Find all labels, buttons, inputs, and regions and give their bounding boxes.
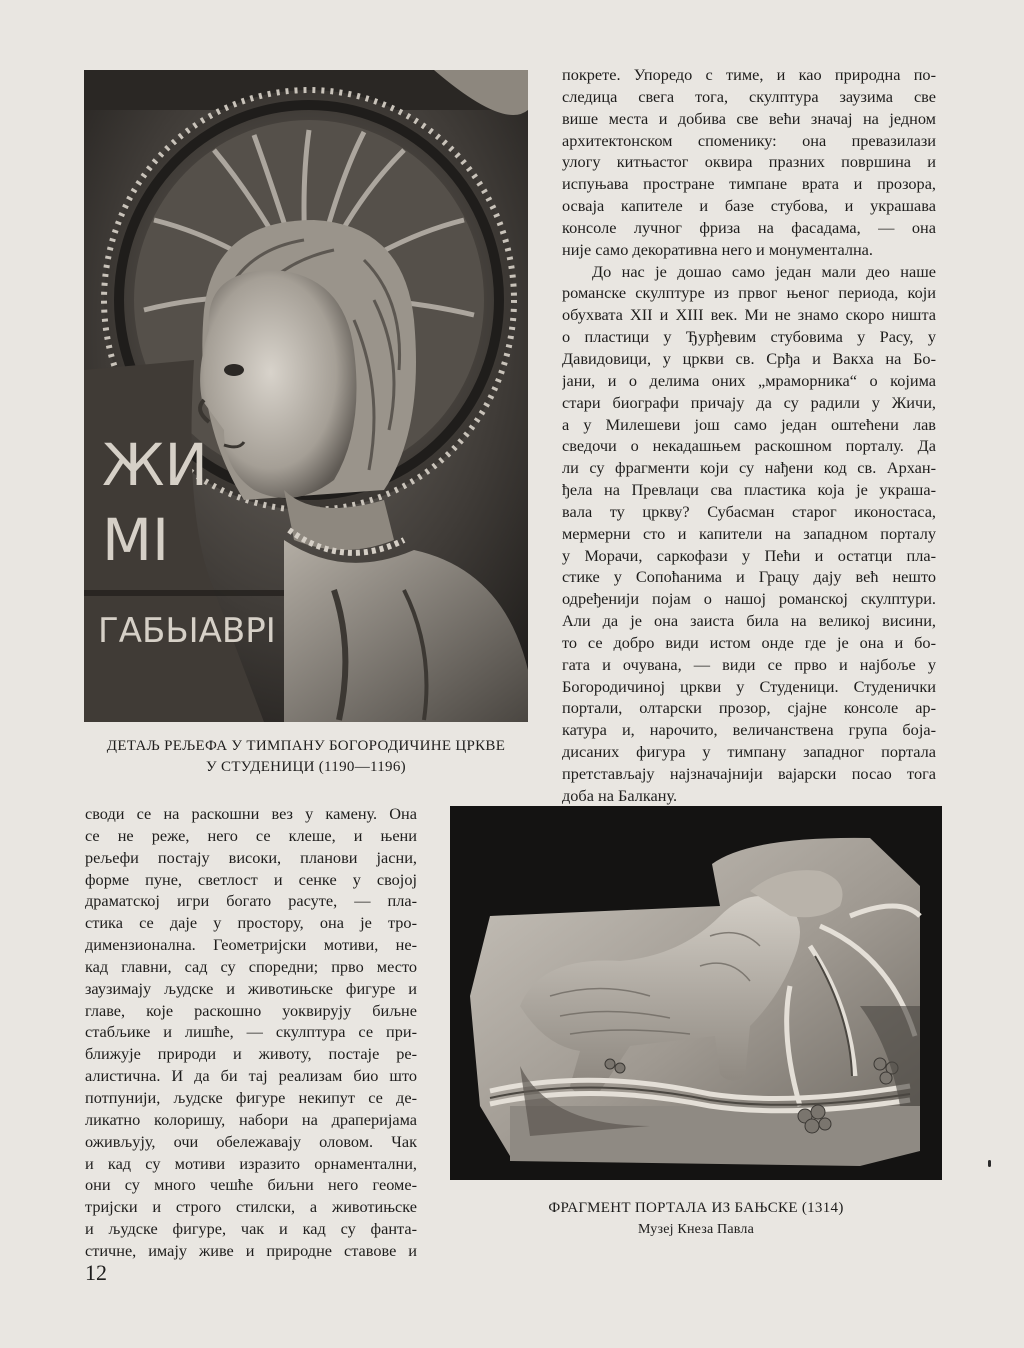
text-line: ликатно колоришу, набори на драперијама [85,1109,417,1129]
text-line: архитектонском споменику: она превазилази [562,130,936,150]
text-line: стари биографи причају да су радили у Жичи, [562,392,936,412]
text-line: мермерни сто и капители на западном порталу [562,523,936,543]
inscription-line-2: МІ [102,506,170,574]
text-line: и људске фигуре, чак и кад су фанта- [85,1219,417,1239]
text-line: потпунији, људске фигуре некипут се де- [85,1087,417,1107]
margin-speck [988,1160,991,1167]
text-line: дисаних фигура у тимпану западног портала [562,742,936,762]
text-line: и кад су мотиви изразито орнаментални, [85,1153,417,1173]
portal-fragment-image [450,806,942,1180]
text-line: До нас је дошао само један мали део наше [592,261,936,281]
text-line: Давидовици, у цркви св. Срђа и Вакха на Бо- [562,348,936,368]
text-line: претстављају најзначајнији вајарски посао тога [562,764,936,783]
relief-detail-photo [84,70,528,722]
text-line: форме пуне, светлост и сенке у својој [85,869,417,889]
portal-fragment-credit: Музеј Кнеза Павла [637,1222,755,1237]
text-line: драматској игри богато расуте, — пла- [85,891,417,911]
text-line: више места и добива све већи значај на једном [562,108,936,128]
text-line: портали, олтарски прозор, сјајне консоле ар- [562,698,936,718]
text-line: ђела на Превлаци сва пластика која је украша- [562,480,936,500]
text-line: ли су фрагменти који су нађени код св. Архан- [562,458,936,478]
text-line: о пластици у Ђурђевим стубовима у Расу, у [562,327,936,347]
text-line: Богородичиној цркви у Студеници. Студенички [562,676,936,696]
text-line: улогу китњастог оквира празних површина и [562,152,936,172]
inscription-line-3: ГАБЬІАВРІ [98,611,276,651]
text-line: тријски и строго стилски, а животињске [85,1197,417,1217]
inscription-line-1: ЖИ [102,431,208,499]
relief-caption-line: ДЕТАЉ РЕЉЕФА У ТИМПАНУ БОГОРОДИЧИНЕ ЦРКВЕ [106,738,506,754]
text-line: вала ту цркву? Субасман старог иконостаса, [562,501,936,521]
text-line: катура и, нарочито, величанствена група боја- [562,720,936,740]
text-line: кад главни, сад су споредни; прво место [85,956,417,976]
text-line: своди се на раскошни вез у камену. Она [85,804,417,823]
text-line: консоле лучног фриза на фасадама, — она [562,217,936,237]
text-line: јани, и о делима оних „мраморника“ о којима [562,370,936,390]
text-line: стабљике и лишће, — скулптура се при- [85,1022,417,1042]
text-line: покрете. Упоредо с тиме, и као природна по- [562,65,936,84]
left-column-text [85,803,417,1262]
text-line: гата и очувана, — види се прво и најбоље у [562,654,936,674]
text-line: ближује природи и животу, постаје ре- [85,1044,417,1064]
text-line: осваја капителе и базе стубова, и украшава [562,196,936,216]
text-line: романске скулптуре из првог њеног периода, који [562,283,936,303]
relief-caption-line: У СТУДЕНИЦИ (1190—1196) [206,759,406,775]
text-line: доба на Балкану. [562,785,678,805]
text-line: оживљују, очи обележавају оловом. Чак [85,1131,417,1151]
text-line: стичне, имају живе и природне ставове и [85,1240,417,1260]
text-line: следица свега тога, скулптура заузима све [562,86,936,106]
text-line: стике у Сопоћанима и Грацу дају већ нешто [562,567,936,587]
text-line: одређенији појам о нашој романској скулптури. [562,589,936,609]
text-line: заузимају људске и животињске фигуре и [85,978,417,998]
right-column-text [562,64,936,807]
text-line: рељефи постају високи, планови јасни, [85,847,417,867]
portal-fragment-caption-title: ФРАГМЕНТ ПОРТАЛА ИЗ БАЊСКЕ (1314) [548,1200,844,1216]
page-number: 12 [85,1260,107,1285]
text-line: а у Милешеви још само један оштећени лав [562,414,936,434]
text-line: они су много чешће биљни него геоме- [85,1175,417,1195]
text-line: испуњава простране тимпане врата и прозора, [562,174,936,194]
portal-fragment-caption [450,1198,942,1240]
text-line: није само декоративна него и монументална. [562,239,873,259]
relief-detail-image [84,70,528,722]
text-line: димензионална. Геометријски мотиви, не- [85,935,417,955]
relief-caption [84,736,528,778]
text-line: у Морачи, саркофази у Пећи и остатци пла- [562,545,936,565]
text-line: се не реже, него се клеше, и њени [85,825,417,845]
text-line: алистична. И да би тај реализам био што [85,1066,417,1086]
portal-fragment-photo [450,806,942,1180]
text-line: сведочи о некадашњем раскошном порталу. Да [562,436,936,456]
text-line: главе, које раскошно уоквирују биљне [85,1000,417,1020]
text-line: стика се даје у простору, она је тро- [85,913,417,933]
text-line: обухвата XII и XIII век. Ми не знамо скоро ништа [562,305,936,325]
text-line: то се добро види истом онде где је она и бо- [562,632,936,652]
text-line: Али да је она заиста била на великој висини, [562,611,936,631]
